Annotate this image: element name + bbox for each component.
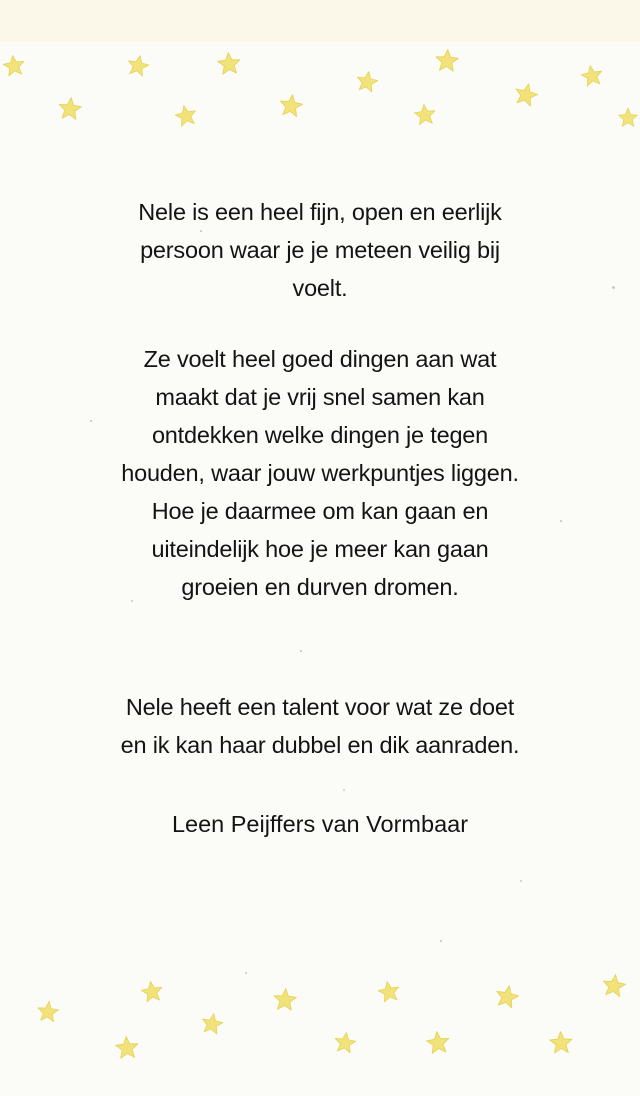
- star-icon: [277, 92, 305, 120]
- paper-speckle: [612, 286, 615, 289]
- text-line: maakt dat je vrij snel samen kan: [155, 384, 485, 410]
- star-icon: [215, 50, 243, 78]
- text-line: houden, waar jouw werkpuntjes liggen.: [121, 460, 519, 486]
- star-icon: [332, 1030, 358, 1056]
- testimonial-paragraph-1: [40, 193, 600, 307]
- paper-speckle: [90, 420, 92, 422]
- star-icon: [512, 81, 540, 109]
- paper-speckle: [520, 880, 522, 882]
- text-line: groeien en durven dromen.: [181, 574, 459, 600]
- paper-speckle: [440, 940, 442, 942]
- text-line: Hoe je daarmee om kan gaan en: [151, 498, 489, 524]
- star-icon: [35, 999, 61, 1025]
- text-line: uiteindelijk hoe je meer kan gaan: [151, 536, 489, 562]
- top-band: [0, 0, 640, 42]
- star-icon: [616, 106, 640, 130]
- star-icon: [125, 53, 151, 79]
- text-line: Nele is een heel fijn, open en eerlijk: [138, 199, 502, 225]
- star-icon: [433, 47, 461, 75]
- star-icon: [412, 102, 438, 128]
- star-icon: [199, 1011, 225, 1037]
- text-line: voelt.: [292, 275, 348, 301]
- star-icon: [173, 103, 199, 129]
- star-icon: [579, 63, 605, 89]
- paper-speckle: [200, 230, 202, 232]
- paper-speckle: [343, 789, 345, 791]
- star-icon: [271, 986, 299, 1014]
- star-icon: [113, 1034, 141, 1062]
- signature: Leen Peijffers van Vormbaar: [171, 811, 469, 837]
- text-line: persoon waar je je meteen veilig bij: [140, 237, 500, 263]
- paper-speckle: [300, 650, 302, 652]
- text-line: en ik kan haar dubbel en dik aanraden.: [120, 732, 520, 758]
- text-line: Nele heeft een talent voor wat ze doet: [125, 694, 515, 720]
- paper-speckle: [560, 520, 562, 522]
- star-icon: [600, 972, 628, 1000]
- star-icon: [56, 95, 84, 123]
- star-icon: [1, 53, 27, 79]
- star-icon: [547, 1029, 575, 1057]
- testimonial-paragraph-3: [40, 688, 600, 764]
- star-icon: [424, 1029, 452, 1057]
- star-icon: [139, 979, 165, 1005]
- text-line: Ze voelt heel goed dingen aan wat: [143, 346, 497, 372]
- paper-speckle: [245, 972, 247, 974]
- star-icon: [354, 69, 380, 95]
- star-icon: [376, 979, 402, 1005]
- paper-speckle: [131, 600, 133, 602]
- text-line: ontdekken welke dingen je tegen: [151, 422, 489, 448]
- star-icon: [493, 983, 521, 1011]
- testimonial-paragraph-2: [40, 340, 600, 606]
